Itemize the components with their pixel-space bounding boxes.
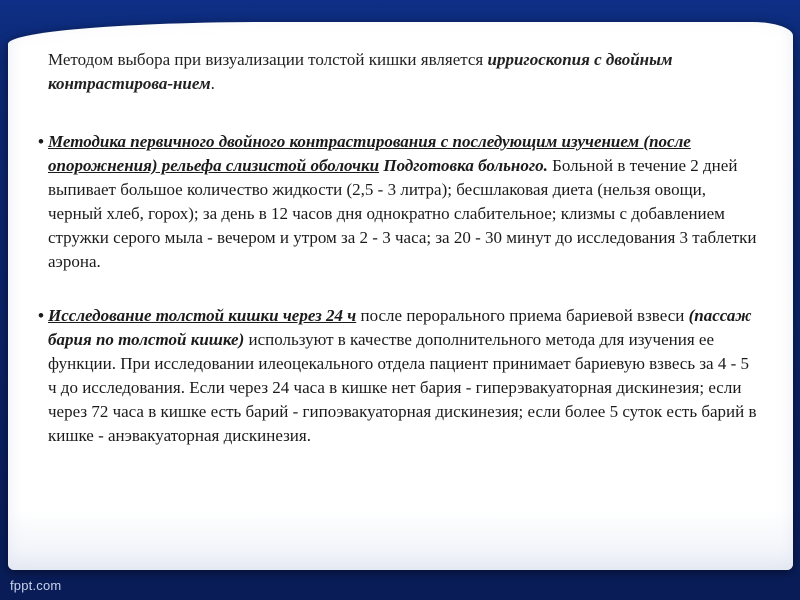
slide-content xyxy=(38,48,758,448)
block-method-heading: Методика первичного двойного контрастирования с последующим изучением (после опорожнения) рельефа слизистой оболочки xyxy=(48,132,691,175)
block-study-heading: Исследование толстой кишки через 24 ч xyxy=(48,306,357,325)
watermark-text: fppt.com xyxy=(10,578,62,593)
block-study-text: после перорального приема бариевой взвеси xyxy=(360,306,685,325)
block-method-body: Больной в течение 2 дней выпивает большое количество жидкости (2,5 - 3 литра); бесшлаковая диета (нельзя овощи, черный хлеб, горох); за день в 12 часов дня однократно слабительное; клизмы с добавлением стружки серого мыла - вечером и утром за 2 - 3 часа; за 20 - 30 минут до исследования 3 таблетки аэрона. xyxy=(48,156,757,271)
intro-tail: . xyxy=(210,74,215,93)
bullet-icon: • xyxy=(38,132,44,151)
block-study xyxy=(38,304,758,448)
intro-paragraph xyxy=(38,48,758,96)
bullet-icon: • xyxy=(38,306,44,325)
slide-shade xyxy=(8,510,793,570)
block-study-emphasis: (пассаж бария по толстой кишке) xyxy=(48,306,752,349)
block-method-subheading: Подготовка больного. xyxy=(383,156,548,175)
intro-text: Методом выбора при визуализации толстой кишки является xyxy=(48,50,488,69)
intro-emphasis: ирригоскопия с двойным контрастирова-нием xyxy=(48,50,673,93)
block-study-body: используют в качестве дополнительного метода для изучения ее функции. При исследовании илеоцекального отдела пациент принимает бариевую взвесь за 4 - 5 ч до исследования. Если через 24 часа в кишке нет бария - гиперэвакуаторная дискинезия; если через 72 часа в кишке есть барий - гипоэвакуаторная дискинезия; если более 5 суток есть барий в кишке - анэвакуаторная дискинезия. xyxy=(48,330,757,445)
spacer xyxy=(38,96,758,130)
block-method xyxy=(38,130,758,274)
spacer xyxy=(38,274,758,304)
